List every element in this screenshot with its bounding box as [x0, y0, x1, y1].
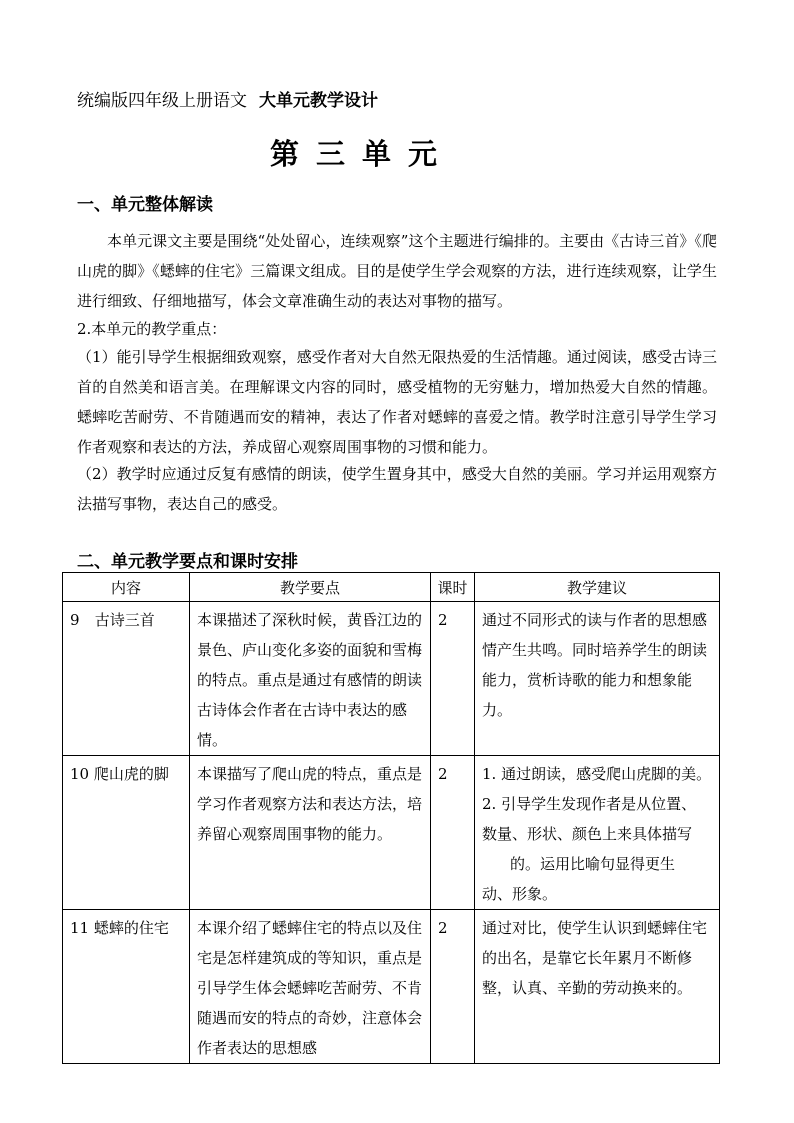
class-hours: 2 [438, 919, 448, 937]
class-hours: 2 [438, 611, 448, 629]
header-points: 教学要点 [190, 573, 431, 602]
unit-title: 第三单元 [269, 137, 454, 171]
lesson-plan-table [62, 572, 720, 1064]
focus-point-2: （2）教学时应通过反复有感情的朗读，使学生置身其中，感受大自然的美丽。学习并运用观察方法描写事物，表达自己的感受。 [77, 465, 717, 513]
document-header [77, 86, 378, 111]
points-cell [190, 602, 431, 756]
advice-line-1: 1. 通过朗读，感受爬山虎脚的美。 [482, 765, 712, 783]
advice-cell [475, 756, 720, 910]
advice-cell [475, 910, 720, 1064]
lesson-number: 9 [70, 611, 80, 629]
focus-label: 2.本单元的教学重点： [77, 320, 227, 338]
teaching-advice: 通过对比，使学生认识到蟋蟀住宅的出名，是靠它长年累月不断修整，认真、辛勤的劳动换来的。 [482, 919, 708, 997]
lesson-number: 10 [70, 765, 90, 783]
content-cell [63, 756, 190, 910]
table-row [63, 602, 720, 756]
header-title: 大单元教学设计 [259, 91, 378, 111]
header-advice: 教学建议 [475, 573, 720, 602]
header-content: 内容 [63, 573, 190, 602]
teaching-points: 本课介绍了蟋蟀住宅的特点以及住宅是怎样建筑成的等知识，重点是引导学生体会蟋蟀吃苦耐劳、不肯随遇而安的特点的奇妙，注意体会作者表达的思想感 [197, 919, 423, 1057]
table-row [63, 910, 720, 1064]
content-cell [63, 910, 190, 1064]
lesson-title: 蟋蟀的住宅 [93, 919, 169, 937]
lesson-title: 古诗三首 [94, 611, 155, 629]
lesson-title: 爬山虎的脚 [93, 765, 169, 783]
focus-point-1: （1）能引导学生根据细致观察，感受作者对大自然无限热爱的生活情趣。通过阅读，感受古诗三首的自然美和语言美。在理解课文内容的同时，感受植物的无穷魅力，增加热爱大自然的情趣。蟋蟀吃苦耐劳、不肯随遇而安的精神，表达了作者对蟋蟀的喜爱之情。教学时注意引导学生学习作者观察和表达的方法，养成留心观察周围事物的习惯和能力。 [77, 348, 717, 456]
points-cell [190, 756, 431, 910]
teaching-points: 本课描述了深秋时候，黄昏江边的景色、庐山变化多姿的面貌和雪梅的特点。重点是通过有感情的朗读古诗体会作者在古诗中表达的感情。 [197, 611, 423, 749]
advice-line-5: 动、形象。 [482, 885, 558, 903]
teaching-advice: 通过不同形式的读与作者的思想感情产生共鸣。同时培养学生的朗读能力，赏析诗歌的能力和想象能力。 [482, 611, 708, 719]
hours-cell [431, 756, 475, 910]
header-hours: 课时 [431, 573, 475, 602]
intro-paragraph: 本单元课文主要是围绕“处处留心，连续观察”这个主题进行编排的。主要由《古诗三首》《爬山虎的脚》《蟋蟀的住宅》三篇课文组成。目的是使学生学会观察的方法，进行连续观察，让学生进行细致、仔细地描写，体会文章准确生动的表达对事物的描写。 [77, 232, 717, 310]
hours-cell [431, 602, 475, 756]
advice-line-3: 数量、形状、颜色上来具体描写 [482, 825, 693, 843]
advice-cell [475, 602, 720, 756]
header-subtitle: 统编版四年级上册语文 [77, 91, 247, 111]
teaching-points: 本课描写了爬山虎的特点，重点是学习作者观察方法和表达方法，培养留心观察周围事物的能力。 [197, 765, 423, 843]
advice-line-4: 的。运用比喻句显得更生 [510, 855, 676, 873]
table-header-row [63, 573, 720, 602]
advice-line-2: 2. 引导学生发现作者是从位置、 [482, 795, 697, 813]
points-cell [190, 910, 431, 1064]
section-heading-1: 一、单元整体解读 [77, 195, 213, 215]
table-row [63, 756, 720, 910]
hours-cell [431, 910, 475, 1064]
lesson-number: 11 [70, 919, 90, 937]
class-hours: 2 [438, 765, 448, 783]
section-heading-2: 二、单元教学要点和课时安排 [77, 552, 298, 572]
content-cell [63, 602, 190, 756]
